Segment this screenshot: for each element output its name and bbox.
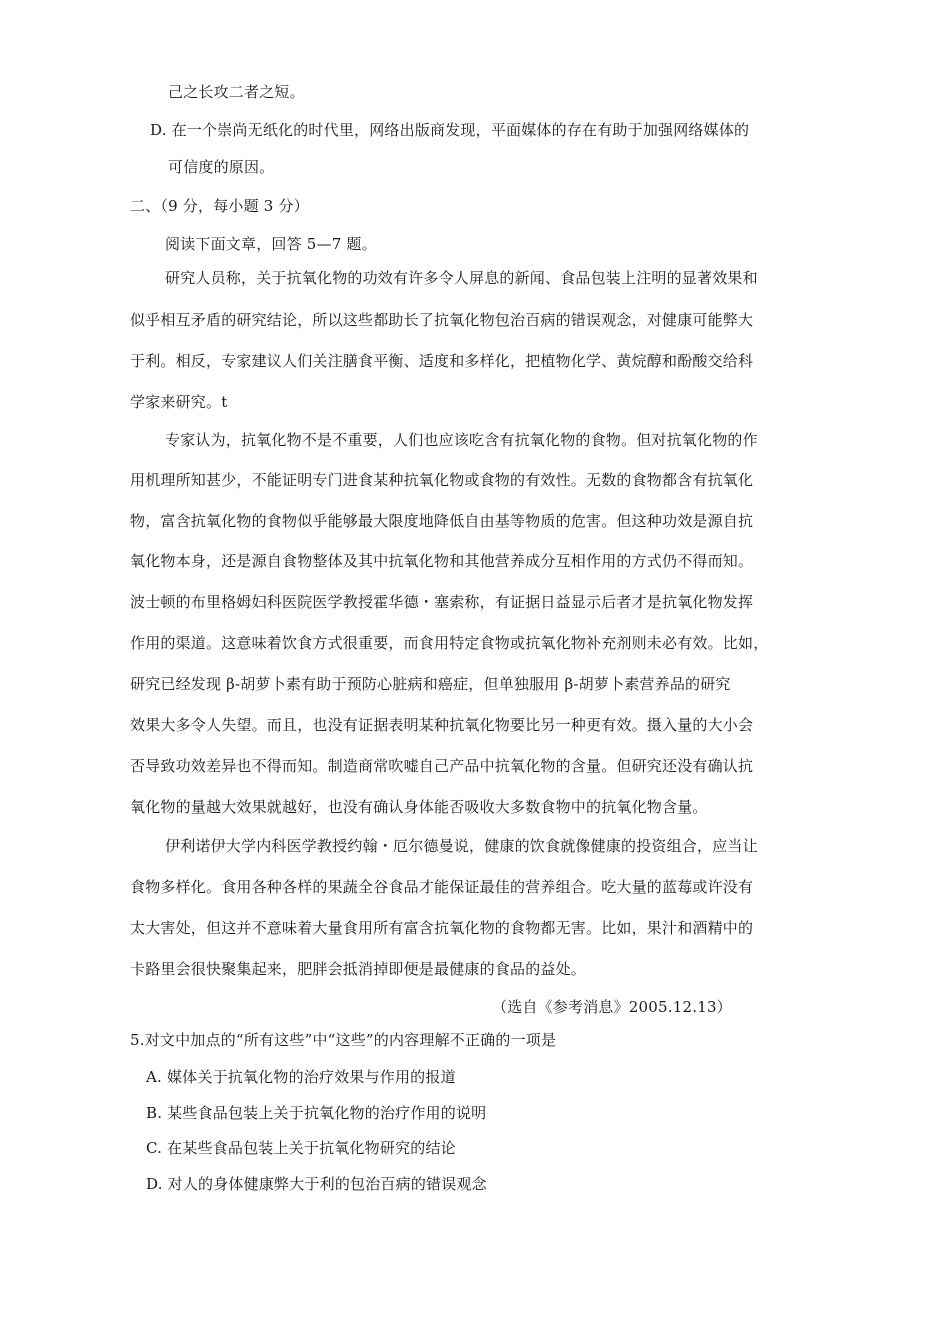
article-p3-line: 伊利诺伊大学内科医学教授约翰・厄尔德曼说，健康的饮食就像健康的投资组合，应当让 [165, 837, 758, 855]
prev-option-c-tail: 己之长攻二者之短。 [168, 83, 305, 101]
question-5-option-d: D. 对人的身体健康弊大于利的包治百病的错误观念 [146, 1175, 487, 1193]
section-heading: 二、（9 分，每小题 3 分） [130, 197, 309, 215]
article-p3-line: 食物多样化。食用各种各样的果蔬全谷食品才能保证最佳的营养组合。吃大量的蓝莓或许没有 [130, 878, 754, 896]
article-p3-line: 卡路里会很快聚集起来，肥胖会抵消掉即便是最健康的食品的益处。 [130, 960, 587, 978]
article-p2-line: 效果大多令人失望。而且，也没有证据表明某种抗氧化物要比另一种更有效。摄入量的大小会 [130, 716, 754, 734]
article-p2-line: 专家认为，抗氧化物不是不重要，人们也应该吃含有抗氧化物的食物。但对抗氧化物的作 [165, 431, 758, 449]
question-5-option-a: A. 媒体关于抗氧化物的治疗效果与作用的报道 [146, 1068, 456, 1086]
article-p1-line: 学家来研究。t [130, 393, 228, 411]
article-p1-line: 似乎相互矛盾的研究结论，所以这些都助长了抗氧化物包治百病的错误观念，对健康可能弊大 [130, 311, 754, 329]
question-5-option-c: C. 在某些食品包装上关于抗氧化物研究的结论 [146, 1139, 456, 1157]
article-p2-line: 研究已经发现 β-胡萝卜素有助于预防心脏病和癌症，但单独服用 β-胡萝卜素营养品的研究 [130, 675, 731, 693]
section-instruction: 阅读下面文章，回答 5—7 题。 [165, 235, 377, 253]
article-source: （选自《参考消息》2005.12.13） [492, 998, 732, 1016]
article-p1-line: 研究人员称，关于抗氧化物的功效有许多令人屏息的新闻、食品包装上注明的显著效果和 [165, 269, 758, 287]
article-p2-line: 作用的渠道。这意味着饮食方式很重要，而食用特定食物或抗氧化物补充剂则未必有效。比如， [130, 634, 769, 652]
article-p2-line: 波士顿的布里格姆妇科医院医学教授霍华德・塞索称，有证据日益显示后者才是抗氧化物发挥 [130, 593, 754, 611]
question-5-option-b: B. 某些食品包装上关于抗氧化物的治疗作用的说明 [146, 1104, 487, 1122]
article-p3-line: 太大害处，但这并不意味着大量食用所有富含抗氧化物的食物都无害。比如，果汁和酒精中的 [130, 919, 754, 937]
article-p2-line: 氧化物本身，还是源自食物整体及其中抗氧化物和其他营养成分互相作用的方式仍不得而知。 [130, 552, 754, 570]
article-p2-line: 用机理所知甚少，不能证明专门进食某种抗氧化物或食物的有效性。无数的食物都含有抗氧化 [130, 471, 754, 489]
article-p2-line: 氧化物的量越大效果就越好，也没有确认身体能否吸收大多数食物中的抗氧化物含量。 [130, 798, 708, 816]
prev-option-d-line2: 可信度的原因。 [168, 158, 275, 176]
article-p1-line: 于利。相反，专家建议人们关注膳食平衡、适度和多样化，把植物化学、黄烷醇和酚酸交给科 [130, 352, 754, 370]
article-p2-line: 物，富含抗氧化物的食物似乎能够最大限度地降低自由基等物质的危害。但这种功效是源自抗 [130, 512, 754, 530]
article-p2-line: 否导致功效差异也不得而知。制造商常吹嘘自己产品中抗氧化物的含量。但研究还没有确认抗 [130, 757, 754, 775]
prev-option-d-line1: D. 在一个崇尚无纸化的时代里，网络出版商发现，平面媒体的存在有助于加强网络媒体的 [150, 121, 750, 139]
question-5-stem: 5.对文中加点的“所有这些”中“这些”的内容理解不正确的一项是 [130, 1031, 557, 1049]
